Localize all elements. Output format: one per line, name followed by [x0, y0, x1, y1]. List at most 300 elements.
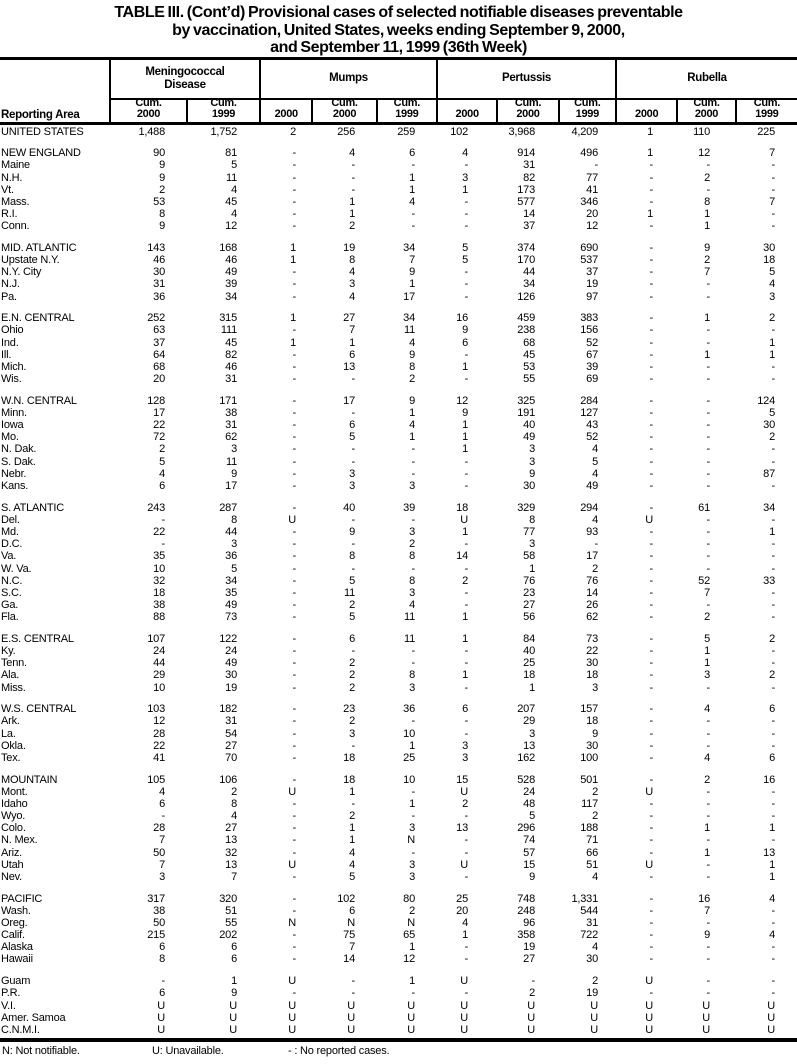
- value-cell: 8: [529, 513, 535, 526]
- value-cell: 127: [580, 406, 598, 419]
- value-cell: 6: [159, 479, 165, 492]
- value-cell: 4: [349, 858, 355, 871]
- value-cell: 6: [409, 147, 415, 160]
- value-cell: 46: [153, 254, 165, 267]
- value-cell: -: [351, 797, 355, 810]
- value-cell: 49: [225, 657, 237, 670]
- value-cell: 1: [529, 562, 535, 575]
- value-cell: U: [288, 975, 296, 988]
- value-cell: U: [527, 999, 535, 1012]
- value-cell: 16: [763, 773, 775, 786]
- area-cell: Wash.: [1, 904, 31, 917]
- value-cell: -: [351, 183, 355, 196]
- value-cell: -: [649, 278, 653, 291]
- value-cell: 80: [403, 892, 415, 905]
- disease-table: [0, 57, 797, 1043]
- value-cell: -: [292, 727, 296, 740]
- value-cell: N: [407, 834, 415, 847]
- value-cell: -: [706, 599, 710, 612]
- value-cell: 34: [403, 312, 415, 325]
- value-cell: -: [649, 810, 653, 823]
- value-cell: 2: [231, 785, 237, 798]
- value-cell: U: [767, 1023, 775, 1036]
- value-cell: -: [292, 586, 296, 599]
- value-cell: -: [292, 443, 296, 456]
- value-cell: 16: [456, 312, 468, 325]
- area-cell: Mich.: [1, 360, 27, 373]
- value-cell: 2: [409, 538, 415, 551]
- value-cell: 12: [403, 953, 415, 966]
- value-cell: 4: [592, 870, 598, 883]
- value-cell: 68: [153, 360, 165, 373]
- value-cell: 13: [225, 834, 237, 847]
- area-cell: D.C.: [1, 538, 23, 551]
- value-cell: -: [292, 929, 296, 942]
- value-cell: 544: [580, 904, 598, 917]
- value-cell: 12: [698, 147, 710, 160]
- value-cell: 3: [704, 669, 710, 682]
- value-cell: 9: [409, 266, 415, 279]
- value-cell: U: [645, 858, 653, 871]
- value-cell: 1: [409, 431, 415, 444]
- value-cell: 9: [704, 929, 710, 942]
- value-cell: 284: [580, 394, 598, 407]
- value-cell: -: [649, 336, 653, 349]
- value-cell: 76: [586, 574, 598, 587]
- value-cell: -: [292, 599, 296, 612]
- value-cell: 124: [757, 394, 775, 407]
- value-cell: -: [292, 550, 296, 563]
- value-cell: 4: [409, 195, 415, 208]
- value-cell: -: [464, 987, 468, 1000]
- value-cell: 3: [349, 278, 355, 291]
- value-cell: 2: [704, 611, 710, 624]
- value-cell: 35: [153, 550, 165, 563]
- table-row: [0, 291, 797, 303]
- value-cell: 4: [231, 208, 237, 221]
- table-row: [0, 953, 797, 965]
- column-group-rubella: [615, 60, 797, 122]
- value-cell: U: [645, 999, 653, 1012]
- value-cell: U: [590, 999, 598, 1012]
- value-cell: 64: [153, 348, 165, 361]
- value-cell: 17: [225, 479, 237, 492]
- value-cell: 34: [523, 278, 535, 291]
- area-cell: Nebr.: [1, 467, 27, 480]
- value-cell: 25: [523, 657, 535, 670]
- area-cell: C.N.M.I.: [1, 1023, 40, 1036]
- table-row: [0, 987, 797, 999]
- value-cell: -: [649, 195, 653, 208]
- value-cell: U: [347, 1011, 355, 1024]
- value-cell: 1: [462, 183, 468, 196]
- area-cell: Wis.: [1, 373, 22, 386]
- value-cell: 1: [349, 785, 355, 798]
- column-group-label: Meningococcal Disease: [111, 60, 259, 100]
- value-cell: 1: [704, 220, 710, 233]
- value-cell: 27: [225, 739, 237, 752]
- column-header-cum-1999: Cum. 1999: [735, 100, 797, 122]
- value-cell: 2: [159, 183, 165, 196]
- value-cell: 294: [580, 501, 598, 514]
- value-cell: -: [411, 987, 415, 1000]
- value-cell: 8: [349, 550, 355, 563]
- area-cell: Okla.: [1, 739, 26, 752]
- area-cell: W.N. CENTRAL: [1, 394, 77, 407]
- value-cell: 52: [586, 431, 598, 444]
- value-cell: 4: [592, 513, 598, 526]
- table-row: [0, 373, 797, 385]
- table-row: [0, 324, 797, 336]
- value-cell: 19: [343, 241, 355, 254]
- value-cell: 1: [704, 657, 710, 670]
- value-cell: 2: [529, 987, 535, 1000]
- value-cell: U: [229, 1023, 237, 1036]
- area-cell: Calif.: [1, 929, 25, 942]
- value-cell: -: [706, 550, 710, 563]
- table-row: [0, 669, 797, 681]
- value-cell: -: [464, 208, 468, 221]
- value-cell: -: [464, 599, 468, 612]
- value-cell: 32: [153, 574, 165, 587]
- value-cell: -: [351, 455, 355, 468]
- value-cell: 38: [225, 406, 237, 419]
- area-cell: PACIFIC: [1, 892, 43, 905]
- value-cell: 10: [403, 727, 415, 740]
- value-cell: 27: [225, 822, 237, 835]
- area-cell: Hawaii: [1, 953, 33, 966]
- column-header-cum-1999: Cum. 1999: [376, 100, 436, 122]
- value-cell: 23: [523, 586, 535, 599]
- table-body: [0, 125, 797, 1037]
- value-cell: 110: [693, 125, 710, 138]
- value-cell: 3: [231, 443, 237, 456]
- area-cell: S. ATLANTIC: [1, 501, 64, 514]
- value-cell: 122: [219, 632, 237, 645]
- value-cell: 4: [769, 278, 775, 291]
- value-cell: 3: [462, 739, 468, 752]
- value-cell: 9: [704, 241, 710, 254]
- table-row: [0, 278, 797, 290]
- value-cell: 26: [586, 599, 598, 612]
- area-cell: Ga.: [1, 599, 19, 612]
- footnote-not-notifiable: N: Not notifiable.: [2, 1045, 80, 1058]
- value-cell: 30: [763, 241, 775, 254]
- value-cell: 2: [349, 681, 355, 694]
- value-cell: -: [292, 904, 296, 917]
- value-cell: -: [706, 916, 710, 929]
- table-row: [0, 834, 797, 846]
- value-cell: 3: [529, 455, 535, 468]
- value-cell: -: [649, 727, 653, 740]
- value-cell: 1: [231, 975, 237, 988]
- value-cell: 18: [586, 715, 598, 728]
- value-cell: -: [649, 455, 653, 468]
- table-row: [0, 657, 797, 669]
- value-cell: 4,209: [571, 125, 598, 138]
- column-header-2000: 2000: [455, 107, 479, 120]
- area-cell: Del.: [1, 513, 20, 526]
- value-cell: 1: [769, 348, 775, 361]
- value-cell: 6: [462, 336, 468, 349]
- value-cell: U: [645, 1023, 653, 1036]
- value-cell: 6: [159, 987, 165, 1000]
- value-cell: 1: [349, 822, 355, 835]
- value-cell: 171: [219, 394, 237, 407]
- value-cell: 1: [462, 431, 468, 444]
- value-cell: 53: [153, 195, 165, 208]
- table-row: [0, 172, 797, 184]
- table-row: [0, 242, 797, 254]
- value-cell: -: [594, 538, 598, 551]
- value-cell: 8: [409, 574, 415, 587]
- value-cell: 36: [153, 290, 165, 303]
- value-cell: 73: [225, 611, 237, 624]
- value-cell: 3: [349, 479, 355, 492]
- value-cell: -: [706, 406, 710, 419]
- value-cell: 5: [349, 574, 355, 587]
- value-cell: -: [649, 574, 653, 587]
- value-cell: 528: [517, 773, 535, 786]
- subcolumn-headers: [617, 96, 797, 122]
- value-cell: 2: [704, 171, 710, 184]
- value-cell: 50: [153, 846, 165, 859]
- value-cell: -: [292, 406, 296, 419]
- value-cell: 73: [586, 632, 598, 645]
- value-cell: 34: [763, 501, 775, 514]
- area-cell: W.S. CENTRAL: [1, 703, 77, 716]
- value-cell: -: [706, 467, 710, 480]
- table-title-line-2: by vaccination, United States, weeks ending September 9, 2000,: [172, 21, 625, 39]
- area-cell: Oreg.: [1, 916, 28, 929]
- reporting-area-label: Reporting Area: [1, 108, 80, 121]
- value-cell: 49: [225, 599, 237, 612]
- value-cell: -: [649, 254, 653, 267]
- value-cell: 29: [523, 715, 535, 728]
- area-cell: N.Y. City: [1, 266, 42, 279]
- value-cell: 12: [586, 220, 598, 233]
- value-cell: 14: [523, 208, 535, 221]
- value-cell: 9: [159, 171, 165, 184]
- value-cell: -: [771, 599, 775, 612]
- table-row: [0, 456, 797, 468]
- area-cell: Utah: [1, 858, 24, 871]
- value-cell: 63: [153, 324, 165, 337]
- value-cell: 2: [349, 810, 355, 823]
- value-cell: -: [649, 870, 653, 883]
- value-cell: 45: [523, 348, 535, 361]
- value-cell: 3: [409, 822, 415, 835]
- value-cell: -: [771, 987, 775, 1000]
- value-cell: 34: [225, 290, 237, 303]
- value-cell: -: [649, 266, 653, 279]
- value-cell: -: [464, 195, 468, 208]
- value-cell: 31: [225, 373, 237, 386]
- value-cell: -: [292, 773, 296, 786]
- area-cell: E.S. CENTRAL: [1, 632, 74, 645]
- value-cell: -: [771, 785, 775, 798]
- value-cell: U: [460, 513, 468, 526]
- value-cell: 18: [456, 501, 468, 514]
- value-cell: -: [649, 669, 653, 682]
- value-cell: -: [649, 360, 653, 373]
- value-cell: 7: [159, 858, 165, 871]
- value-cell: -: [464, 278, 468, 291]
- value-cell: 24: [523, 785, 535, 798]
- value-cell: 1: [409, 171, 415, 184]
- value-cell: -: [292, 266, 296, 279]
- value-cell: 8: [704, 195, 710, 208]
- value-cell: -: [292, 183, 296, 196]
- table-section-mid-atlantic: [0, 242, 797, 303]
- area-cell: W. Va.: [1, 562, 32, 575]
- value-cell: -: [649, 171, 653, 184]
- value-cell: 13: [763, 846, 775, 859]
- area-cell: V.I.: [1, 999, 16, 1012]
- table-row: [0, 822, 797, 834]
- value-cell: 66: [586, 846, 598, 859]
- value-cell: 1: [704, 822, 710, 835]
- value-cell: -: [292, 574, 296, 587]
- value-cell: 156: [580, 324, 598, 337]
- value-cell: 3: [349, 727, 355, 740]
- value-cell: -: [351, 538, 355, 551]
- value-cell: 27: [523, 953, 535, 966]
- value-cell: 7: [704, 904, 710, 917]
- value-cell: -: [161, 810, 165, 823]
- value-cell: 6: [349, 904, 355, 917]
- value-cell: -: [649, 834, 653, 847]
- value-cell: 5: [769, 406, 775, 419]
- value-cell: -: [649, 394, 653, 407]
- value-cell: 107: [147, 632, 165, 645]
- value-cell: 31: [153, 278, 165, 291]
- table-row: [0, 550, 797, 562]
- value-cell: 9: [462, 406, 468, 419]
- value-cell: 103: [147, 703, 165, 716]
- value-cell: U: [288, 513, 296, 526]
- value-cell: 97: [586, 290, 598, 303]
- value-cell: -: [292, 394, 296, 407]
- value-cell: -: [292, 159, 296, 172]
- table-row: [0, 349, 797, 361]
- value-cell: 4: [349, 147, 355, 160]
- value-cell: -: [649, 822, 653, 835]
- value-cell: -: [706, 797, 710, 810]
- value-cell: 4: [704, 703, 710, 716]
- value-cell: 914: [517, 147, 535, 160]
- value-cell: -: [771, 360, 775, 373]
- value-cell: 61: [698, 501, 710, 514]
- value-cell: N: [288, 916, 296, 929]
- table-row: [0, 538, 797, 550]
- value-cell: 315: [219, 312, 237, 325]
- table-row: [0, 254, 797, 266]
- value-cell: 41: [153, 751, 165, 764]
- value-cell: -: [649, 562, 653, 575]
- value-cell: -: [771, 916, 775, 929]
- value-cell: 2: [349, 715, 355, 728]
- value-cell: 36: [225, 550, 237, 563]
- column-header-cum-2000: Cum. 2000: [311, 100, 375, 122]
- value-cell: 52: [586, 336, 598, 349]
- value-cell: -: [292, 657, 296, 670]
- value-cell: -: [464, 681, 468, 694]
- value-cell: 1: [647, 147, 653, 160]
- value-cell: -: [464, 159, 468, 172]
- value-cell: -: [706, 360, 710, 373]
- value-cell: 8: [409, 360, 415, 373]
- value-cell: 3,968: [508, 125, 535, 138]
- value-cell: 6: [769, 703, 775, 716]
- table-row: [0, 645, 797, 657]
- value-cell: 2: [290, 125, 296, 138]
- value-cell: -: [706, 538, 710, 551]
- value-cell: -: [292, 290, 296, 303]
- value-cell: 2: [349, 669, 355, 682]
- column-header-2000: 2000: [635, 107, 659, 120]
- area-cell: MOUNTAIN: [1, 773, 58, 786]
- value-cell: 30: [225, 669, 237, 682]
- value-cell: -: [351, 562, 355, 575]
- value-cell: 1: [769, 870, 775, 883]
- value-cell: -: [771, 739, 775, 752]
- value-cell: -: [649, 183, 653, 196]
- value-cell: U: [460, 975, 468, 988]
- value-cell: -: [464, 479, 468, 492]
- value-cell: -: [161, 513, 165, 526]
- area-cell: Colo.: [1, 822, 26, 835]
- value-cell: -: [771, 904, 775, 917]
- table-row: [0, 361, 797, 373]
- value-cell: 36: [403, 703, 415, 716]
- value-cell: -: [771, 834, 775, 847]
- value-cell: -: [464, 810, 468, 823]
- value-cell: 126: [517, 290, 535, 303]
- value-cell: -: [292, 467, 296, 480]
- area-cell: Ill.: [1, 348, 12, 361]
- value-cell: -: [706, 681, 710, 694]
- table-row: [0, 917, 797, 929]
- value-cell: 4: [769, 892, 775, 905]
- value-cell: -: [292, 953, 296, 966]
- value-cell: 7: [159, 834, 165, 847]
- area-cell: Conn.: [1, 220, 30, 233]
- value-cell: 4: [462, 916, 468, 929]
- value-cell: -: [464, 220, 468, 233]
- value-cell: -: [771, 941, 775, 954]
- footnote-no-reported-cases: - : No reported cases.: [288, 1045, 390, 1058]
- value-cell: 84: [523, 632, 535, 645]
- value-cell: -: [771, 797, 775, 810]
- value-cell: -: [771, 324, 775, 337]
- value-cell: 4: [349, 846, 355, 859]
- value-cell: 18: [343, 751, 355, 764]
- value-cell: U: [590, 1011, 598, 1024]
- value-cell: -: [411, 513, 415, 526]
- table-section-new-england: [0, 147, 797, 232]
- column-header-cum-2000: Cum. 2000: [676, 100, 734, 122]
- value-cell: -: [771, 810, 775, 823]
- value-cell: 238: [517, 324, 535, 337]
- value-cell: 4: [592, 467, 598, 480]
- value-cell: 17: [586, 550, 598, 563]
- value-cell: -: [771, 171, 775, 184]
- footnote-unavailable: U: Unavailable.: [152, 1045, 224, 1058]
- area-cell: P.R.: [1, 987, 21, 1000]
- value-cell: U: [407, 1023, 415, 1036]
- value-cell: -: [411, 657, 415, 670]
